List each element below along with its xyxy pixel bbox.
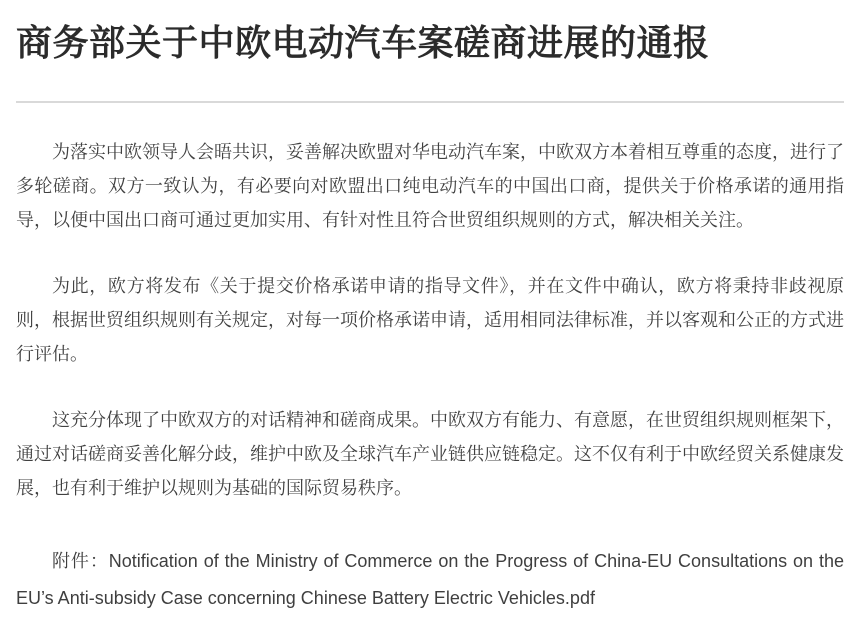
body-paragraph-3: 这充分体现了中欧双方的对话精神和磋商成果。中欧双方有能力、有意愿，在世贸组织规则框架下，通过对话磋商妥善化解分歧，维护中欧及全球汽车产业链供应链稳定。这不仅有利于中欧经贸关系健康发展，也有利于维护以规则为基础的国际贸易秩序。 — [16, 410, 844, 498]
body-paragraph-1: 为落实中欧领导人会晤共识，妥善解决欧盟对华电动汽车案，中欧双方本着相互尊重的态度，进行了多轮磋商。双方一致认为，有必要向对欧盟出口纯电动汽车的中国出口商，提供关于价格承诺的通用指导，以便中国出口商可通过更加实用、有针对性且符合世贸组织规则的方式，解决相关关注。 — [16, 142, 844, 230]
attachment-label: 附件： — [52, 551, 109, 571]
divider — [16, 101, 844, 103]
attachment-pdf-link[interactable]: Notification of the Ministry of Commerce on the Progress of China-EU Consultations on the EU’s Anti-subsidy Case concerning Chinese Battery Electric Vehicles.pdf — [16, 551, 844, 608]
body-paragraph-2: 为此，欧方将发布《关于提交价格承诺申请的指导文件》，并在文件中确认，欧方将秉持非歧视原则，根据世贸组织规则有关规定，对每一项价格承诺申请，适用相同法律标准，并以客观和公正的方式进行评估。 — [16, 276, 844, 364]
page-title: 商务部关于中欧电动汽车案磋商进展的通报 — [16, 22, 710, 63]
attachment-line — [16, 543, 844, 617]
article — [0, 21, 860, 634]
